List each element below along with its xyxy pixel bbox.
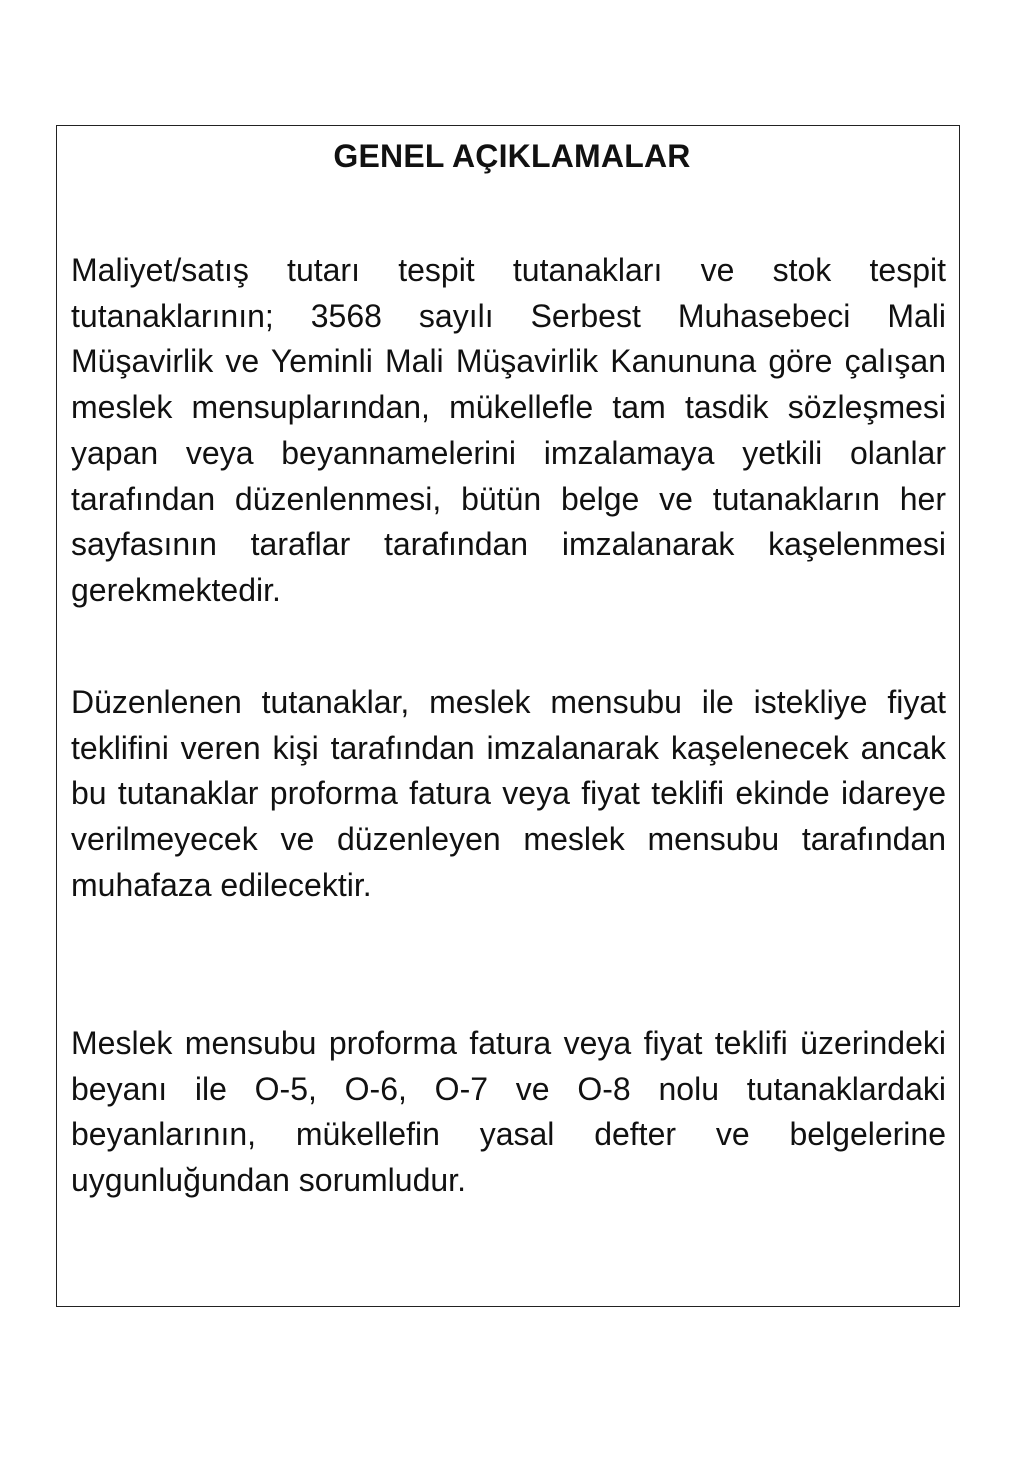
paragraph-signing-requirement: Maliyet/satış tutarı tespit tutanakları ve stok tespit tutanaklarının; 3568 sayılı Serbest Muhasebeci Mali Müşavirlik ve Yeminli Mali Müşavirlik Kanununa göre çalışan meslek mensuplarından, mükellefle tam tasdik sözleşmesi yapan veya beyannamelerini imzalamaya yetkili olanlar tarafından düzenlenmesi, bütün belge ve tutanakların her sayfasının taraflar tarafından imzalanarak kaşelenmesi gerekmektedir. [71,252,946,608]
document-title: GENEL AÇIKLAMALAR [333,138,691,174]
paragraph-responsibility: Meslek mensubu proforma fatura veya fiyat teklifi üzerindeki beyanı ile O-5, O-6, O-7 ve O-8 nolu tutanaklardaki beyanlarının, mükellefin yasal defter ve belgelerine uygunluğundan sorumludur. [71,1025,946,1199]
paragraph-record-keeping: Düzenlenen tutanaklar, meslek mensubu ile istekliye fiyat teklifini veren kişi tarafından imzalanarak kaşelenecek ancak bu tutanaklar proforma fatura veya fiyat teklifi ekinde idareye verilmeyecek ve düzenleyen meslek mensubu tarafından muhafaza edilecektir. [71,684,946,903]
